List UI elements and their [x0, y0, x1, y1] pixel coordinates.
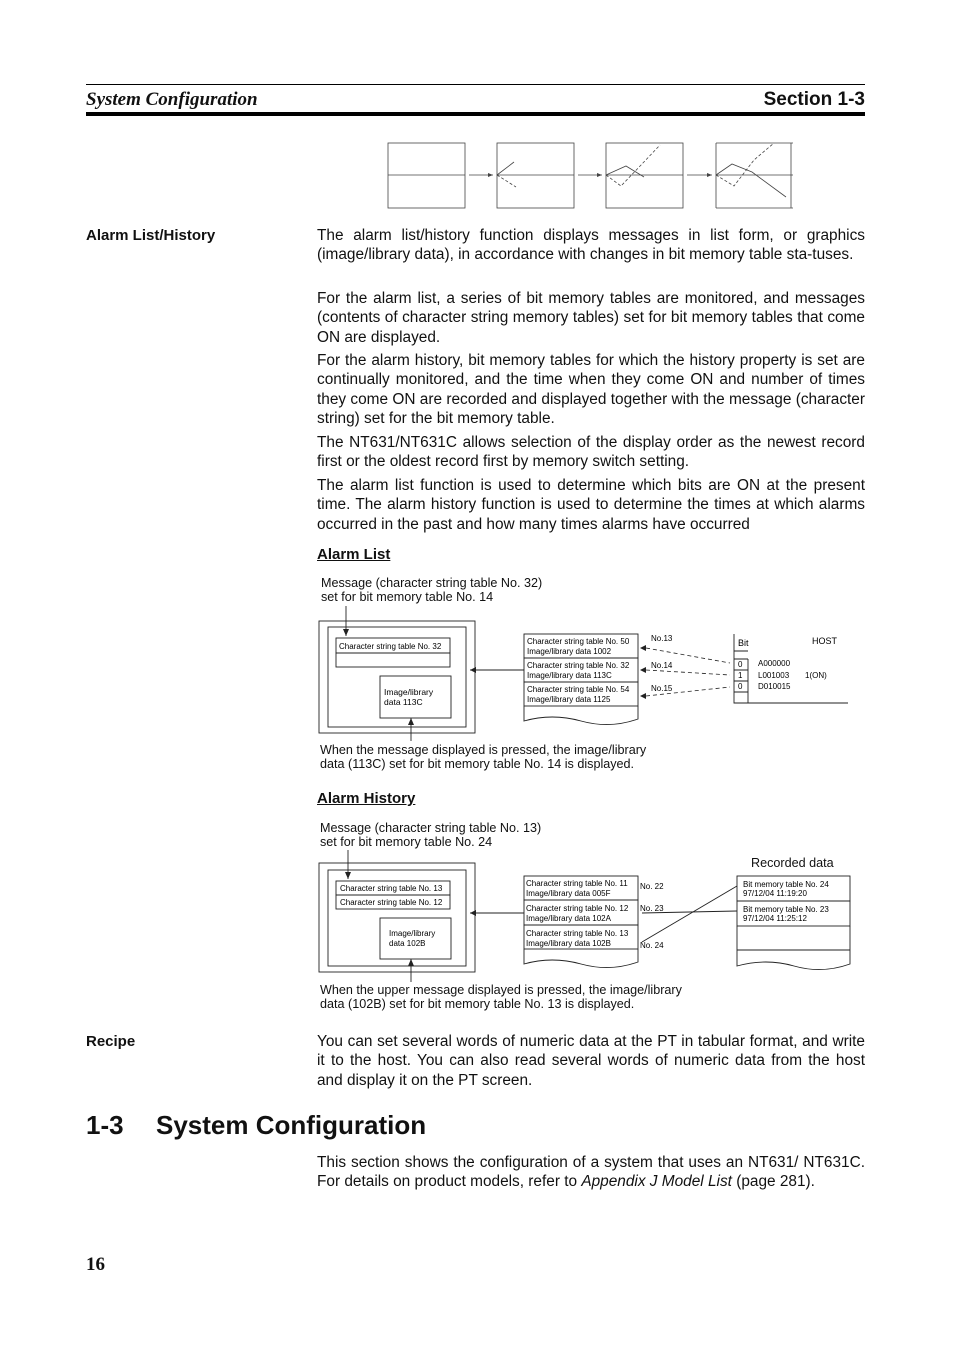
- svg-text:0: 0: [738, 682, 743, 691]
- svg-text:No.15: No.15: [651, 684, 673, 693]
- running-header-title: System Configuration: [86, 89, 258, 110]
- page-number: 16: [86, 1254, 105, 1275]
- svg-text:No. 22: No. 22: [640, 882, 664, 891]
- svg-text:data 102B: data 102B: [389, 939, 426, 948]
- alarm-history-caption-top: Message (character string table No. 13) set for bit memory table No. 24: [320, 821, 542, 849]
- alarm-history-heading: Alarm History: [317, 790, 416, 807]
- svg-text:0: 0: [738, 660, 743, 669]
- svg-text:Character string table No. 13: Character string table No. 13: [340, 884, 443, 893]
- svg-text:Image/library data 1002: Image/library data 1002: [527, 647, 612, 656]
- alarm-list-screen-row-text: Character string table No. 32: [339, 642, 442, 651]
- alarm-paragraph-5: The alarm list function is used to determine which bits are ON at the present time. The alarm history function is used to determine the times at which alarms occurred in the past and how many times alarms have occurred: [317, 477, 865, 533]
- section-heading-title: System Configuration: [156, 1110, 427, 1140]
- graph-panel-2: [497, 143, 574, 208]
- alarm-history-diagram: [316, 846, 856, 986]
- running-header-section: Section 1-3: [763, 89, 865, 110]
- svg-text:Image/library data 113C: Image/library data 113C: [527, 671, 612, 680]
- alarm-paragraph-1: The alarm list/history function displays messages in list form, or graphics (image/library data), in accordance with changes in bit memory table sta-tuses.: [317, 227, 865, 264]
- svg-text:Image/library data 102A: Image/library data 102A: [526, 914, 611, 923]
- recorded-data-label: Recorded data: [751, 856, 834, 870]
- alarm-list-diagram: [316, 603, 856, 743]
- alarm-paragraph-4: The NT631/NT631C allows selection of the display order as the newest record first or the oldest record first by memory switch setting.: [317, 434, 865, 471]
- svg-text:D010015: D010015: [758, 682, 791, 691]
- alarm-list-history-label: Alarm List/History: [86, 227, 216, 244]
- header-rule-bottom: [86, 112, 865, 116]
- svg-text:97/12/04 11:25:12: 97/12/04 11:25:12: [743, 914, 807, 923]
- svg-text:data 113C: data 113C: [384, 697, 423, 707]
- alarm-paragraph-2: For the alarm list, a series of bit memory tables are monitored, and messages (contents of character string memory tables) set for bit memory tables that come ON are displayed.: [317, 290, 865, 346]
- alarm-history-caption-bottom: When the upper message displayed is pressed, the image/library data (102B) set for bit memory table No. 13 is displayed.: [320, 983, 682, 1011]
- graph-sequence-figure: [386, 142, 798, 210]
- svg-text:Bit memory table No. 23: Bit memory table No. 23: [743, 905, 829, 914]
- alarm-paragraph-3: For the alarm history, bit memory tables for which the history property is set are continually monitored, and the time when they come ON and number of times they come ON are recorded and displayed together with the message (character string) set for the bit memory table.: [317, 352, 865, 427]
- svg-text:Bit: Bit: [738, 638, 749, 648]
- svg-text:Image/library data 102B: Image/library data 102B: [526, 939, 611, 948]
- svg-text:1: 1: [738, 671, 743, 680]
- svg-text:Character string table No. 32: Character string table No. 32: [527, 661, 630, 670]
- recipe-label: Recipe: [86, 1033, 136, 1050]
- svg-text:L001003: L001003: [758, 671, 790, 680]
- svg-text:97/12/04 11:19:20: 97/12/04 11:19:20: [743, 889, 807, 898]
- svg-text:Character string table No. 54: Character string table No. 54: [527, 685, 630, 694]
- graph-panel-4: [716, 143, 793, 208]
- alarm-list-heading: Alarm List: [317, 546, 391, 563]
- alarm-list-caption-top: Message (character string table No. 32) set for bit memory table No. 14: [321, 576, 543, 604]
- system-config-paragraph: This section shows the configuration of a system that uses an NT631/ NT631C. For details on product models, refer to Appendix J Model List (page 281).: [317, 1154, 865, 1191]
- graph-panel-3: [606, 143, 683, 208]
- appendix-reference: Appendix J Model List: [581, 1173, 732, 1191]
- svg-text:No.14: No.14: [651, 661, 673, 670]
- svg-text:A000000: A000000: [758, 659, 791, 668]
- section-heading: [86, 1110, 426, 1141]
- graph-panel-1: [388, 143, 465, 208]
- alarm-list-caption-bottom: When the message displayed is pressed, the image/library data (113C) set for bit memory table No. 14 is displayed.: [320, 743, 647, 771]
- svg-text:Bit memory table No. 24: Bit memory table No. 24: [743, 880, 829, 889]
- svg-text:Image/library: Image/library: [389, 929, 436, 938]
- alarm-history-pt-screen: [319, 863, 475, 972]
- svg-text:No.13: No.13: [651, 634, 673, 643]
- section-heading-number: 1-3: [86, 1110, 124, 1140]
- svg-text:No. 24: No. 24: [640, 941, 664, 950]
- svg-text:Image/library: Image/library: [384, 687, 434, 697]
- svg-text:Image/library data 005F: Image/library data 005F: [526, 889, 611, 898]
- svg-text:Character string table No. 11: Character string table No. 11: [526, 879, 628, 888]
- header-rule-top: [86, 84, 865, 85]
- svg-text:Character string table No. 50: Character string table No. 50: [527, 637, 630, 646]
- svg-text:1(ON): 1(ON): [805, 671, 827, 680]
- svg-text:Character string table No. 12: Character string table No. 12: [526, 904, 629, 913]
- svg-text:Character string table No. 12: Character string table No. 12: [340, 898, 443, 907]
- recipe-paragraph: You can set several words of numeric data at the PT in tabular format, and write it to the host. You can also read several words of numeric data from the host and display it on the PT screen.: [317, 1033, 865, 1089]
- svg-text:Character string table No. 13: Character string table No. 13: [526, 929, 629, 938]
- svg-text:Image/library data 1125: Image/library data 1125: [527, 695, 611, 704]
- svg-text:HOST: HOST: [812, 636, 838, 646]
- svg-text:No. 23: No. 23: [640, 904, 664, 913]
